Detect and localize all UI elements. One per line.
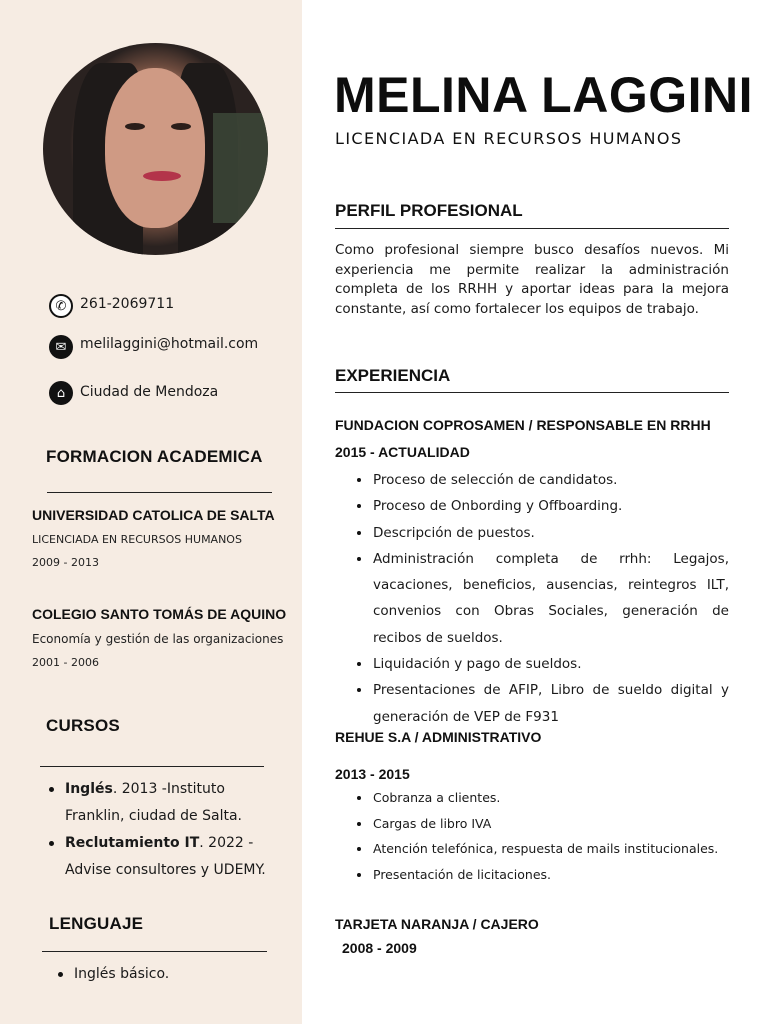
list-item: Descripción de puestos. (357, 520, 729, 546)
list-item: Liquidación y pago de sueldos. (357, 651, 729, 677)
job-title: REHUE S.A / ADMINISTRATIVO (335, 729, 542, 745)
summary-heading: PERFIL PROFESIONAL (335, 201, 523, 220)
languages-heading: LENGUAJE (49, 914, 144, 933)
home-icon: ⌂ (49, 381, 73, 405)
education-divider (47, 492, 272, 493)
education-institution: COLEGIO SANTO TOMÁS DE AQUINO (32, 606, 287, 622)
job-tasks (357, 467, 729, 730)
education-degree: Economía y gestión de las organizaciones (32, 632, 284, 646)
list-item: Administración completa de rrhh: Legajos, vacaciones, beneficios, ausencias, reintegros ILT, convenios con Obras Sociales, generación de recibos de sueldos. (357, 546, 729, 651)
languages-divider (42, 951, 267, 952)
envelope-icon: ✉ (49, 335, 73, 359)
courses-list (49, 776, 284, 884)
job-tasks (357, 785, 729, 888)
education-years: 2009 - 2013 (32, 556, 99, 569)
education-heading: FORMACION ACADEMICA (46, 447, 263, 466)
job-title: FUNDACION COPROSAMEN / RESPONSABLE EN RRHH (335, 417, 711, 433)
job-period: 2015 - ACTUALIDAD (335, 444, 470, 460)
phone-icon: ✆ (49, 294, 73, 318)
contact-location: Ciudad de Mendoza (80, 384, 219, 400)
list-item: Inglés. 2013 -Instituto Franklin, ciudad de Salta. (49, 776, 284, 830)
education-degree: LICENCIADA EN RECURSOS HUMANOS (32, 533, 242, 546)
courses-heading: CURSOS (46, 716, 120, 735)
contact-email[interactable]: melilaggini@hotmail.com (80, 336, 259, 352)
experience-heading: EXPERIENCIA (335, 366, 451, 385)
courses-divider (40, 766, 264, 767)
list-item: Cobranza a clientes. (357, 785, 729, 811)
summary-text: Como profesional siempre busco desafíos nuevos. Mi experiencia me permite realizar la administración completa de los RRHH y aportar ideas para la mejora constante, así como fortalecer los equipos de trabajo. (335, 242, 729, 317)
candidate-title: LICENCIADA EN RECURSOS HUMANOS (335, 129, 683, 148)
candidate-name: MELINA LAGGINI (334, 67, 754, 123)
sidebar (0, 0, 302, 1024)
list-item: Atención telefónica, respuesta de mails institucionales. (357, 836, 729, 862)
list-item: Proceso de selección de candidatos. (357, 467, 729, 493)
job-period: 2013 - 2015 (335, 766, 410, 782)
summary-divider (335, 228, 729, 229)
job-period: 2008 - 2009 (342, 940, 417, 956)
profile-photo (43, 43, 268, 255)
list-item: Presentación de licitaciones. (357, 862, 729, 888)
languages-list (58, 961, 278, 988)
list-item: Proceso de Onbording y Offboarding. (357, 493, 729, 519)
list-item: Cargas de libro IVA (357, 811, 729, 837)
list-item: Presentaciones de AFIP, Libro de sueldo digital y generación de VEP de F931 (357, 677, 729, 730)
education-years: 2001 - 2006 (32, 656, 99, 669)
contact-phone: 261-2069711 (80, 296, 175, 312)
main-content (302, 0, 768, 1024)
list-item: Reclutamiento IT. 2022 - Advise consultores y UDEMY. (49, 830, 284, 884)
list-item: Inglés básico. (58, 961, 278, 988)
experience-divider (335, 392, 729, 393)
education-institution: UNIVERSIDAD CATOLICA DE SALTA (32, 507, 275, 523)
job-title: TARJETA NARANJA / CAJERO (335, 916, 539, 932)
